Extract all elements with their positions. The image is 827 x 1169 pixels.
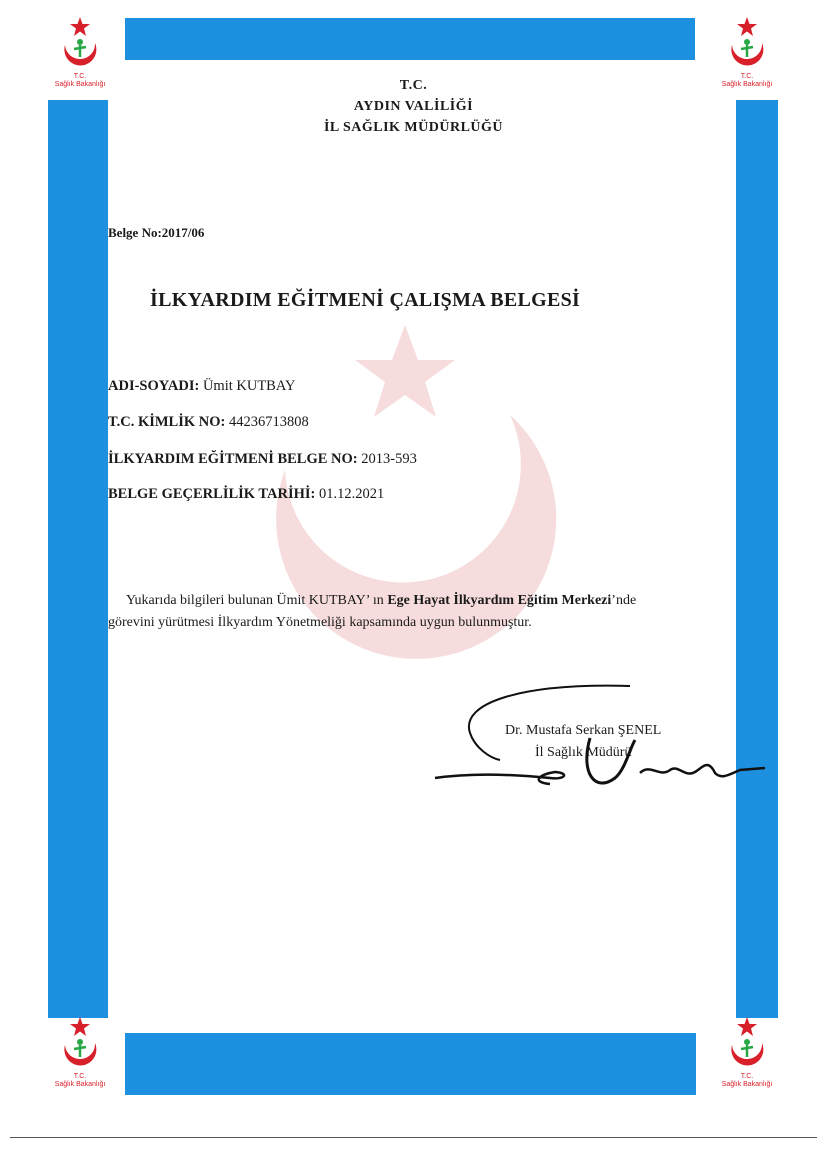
field-validity-date-value: 01.12.2021 [318, 486, 385, 502]
statement-line-2: görevini yürütmesi İlkyardım Yönetmeliği kapsamında uygun bulunmuştur. [108, 615, 532, 630]
statement-text-1: Yukarıda bilgileri bulunan Ümit KUTBAY’ ın [126, 593, 388, 608]
frame-bar-left [48, 100, 108, 1018]
statement-paragraph [108, 590, 748, 634]
field-certificate-no-value: 2013-593 [361, 451, 417, 467]
document-number: Belge No:2017/06 [108, 225, 205, 240]
logo-text-ministry: Sağlık Bakanlığı [721, 81, 773, 88]
handwritten-signature [430, 678, 770, 798]
header-directorate: İL SAĞLIK MÜDÜRLÜĞÜ [323, 120, 504, 135]
ministry-logo-bottom-left [45, 1015, 115, 1095]
logo-text-tc: T.C. [740, 1073, 754, 1080]
frame-bar-top [125, 18, 695, 60]
crescent-star-icon [55, 1015, 105, 1073]
field-tc-id [108, 414, 309, 431]
logo-text-ministry: Sağlık Bakanlığı [54, 1081, 106, 1088]
statement-line-1 [108, 590, 748, 612]
document-title: İLKYARDIM EĞİTMENİ ÇALIŞMA BELGESİ [150, 289, 581, 311]
field-tc-id-value: 44236713808 [228, 414, 309, 430]
crescent-star-icon [722, 1015, 772, 1073]
signatory-title: İl Sağlık Müdürü [535, 745, 632, 760]
page-bottom-rule [10, 1137, 817, 1138]
logo-text-tc: T.C. [73, 73, 87, 80]
field-certificate-no-label: İLKYARDIM EĞİTMENİ BELGE NO: [108, 451, 358, 467]
crescent-star-icon [722, 15, 772, 73]
frame-bar-right [736, 100, 778, 1018]
logo-text-tc: T.C. [740, 73, 754, 80]
logo-text-tc: T.C. [73, 1073, 87, 1080]
ministry-logo-bottom-right [712, 1015, 782, 1095]
header-governorship: AYDIN VALİLİĞİ [353, 99, 474, 114]
field-validity-date-label: BELGE GEÇERLİLİK TARİHİ: [108, 486, 316, 502]
field-name [108, 378, 295, 395]
field-tc-id-label: T.C. KİMLİK NO: [108, 414, 226, 430]
field-name-label: ADI-SOYADI: [108, 378, 200, 394]
logo-text-ministry: Sağlık Bakanlığı [721, 1081, 773, 1088]
field-name-value: Ümit KUTBAY [202, 378, 296, 394]
header-tc: T.C. [399, 78, 428, 93]
signatory-name: Dr. Mustafa Serkan ŞENEL [505, 723, 662, 738]
frame-bar-bottom [125, 1033, 696, 1095]
logo-text-ministry: Sağlık Bakanlığı [54, 81, 106, 88]
field-validity-date [108, 486, 384, 503]
statement-text-2: ’nde [611, 593, 637, 608]
crescent-star-icon [55, 15, 105, 73]
training-center-name: Ege Hayat İlkyardım Eğitim Merkezi [387, 593, 612, 608]
field-certificate-no [108, 451, 417, 468]
